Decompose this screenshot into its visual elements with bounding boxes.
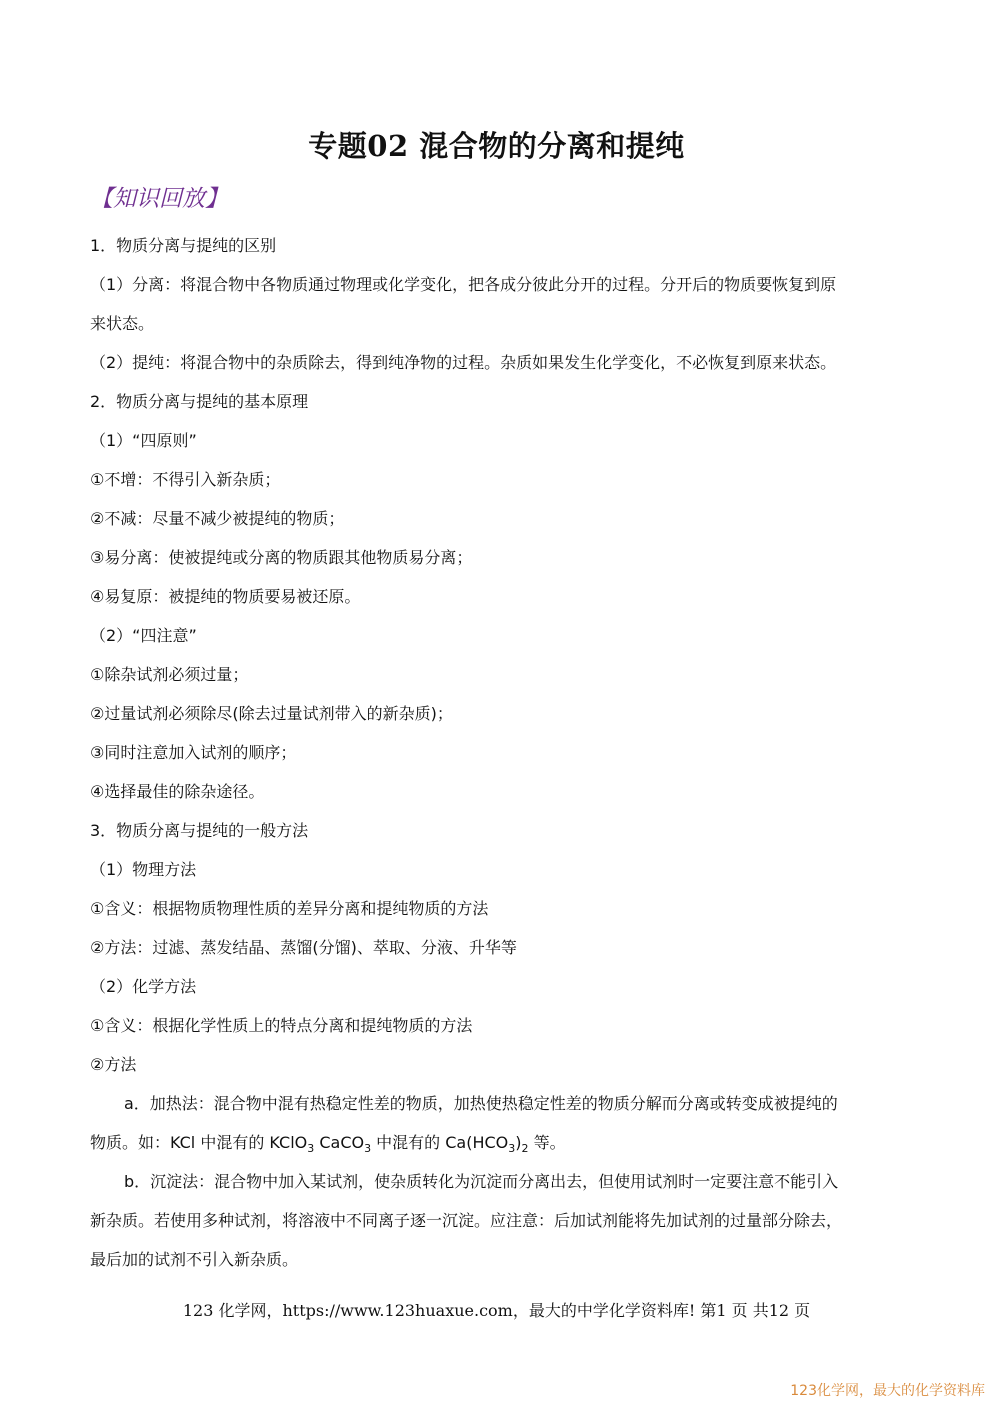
watermark: 123化学网，最大的化学资料库 [790,1383,985,1399]
text-run: 中混有的 Ca(HCO [371,1133,509,1152]
text-line: ①除杂试剂必须过量； [90,665,249,684]
page-title: 专题02 混合物的分离和提纯 [308,129,685,163]
text-line: b．沉淀法：混合物中加入某试剂，使杂质转化为沉淀而分离出去，但使用试剂时一定要注意不能引入 [124,1172,839,1191]
text-line: （2）“四注意” [90,626,197,645]
subscript: 3 [364,1142,372,1155]
text-line: 2．物质分离与提纯的基本原理 [90,392,309,411]
heating-example-line [90,1123,902,1162]
text-run: CaCO [314,1133,365,1152]
subscript: 2 [521,1142,529,1155]
text-line: 最后加的试剂不引入新杂质。 [90,1250,299,1269]
text-line: 来状态。 [90,314,155,333]
text-line: 新杂质。若使用多种试剂，将溶液中不同离子逐一沉淀。应注意：后加试剂能将先加试剂的过量部分除去， [90,1211,843,1230]
text-line: ①含义：根据物质物理性质的差异分离和提纯物质的方法 [90,899,489,918]
text-line: （2）化学方法 [90,977,197,996]
subscript: 3 [508,1142,516,1155]
subscript: 3 [307,1142,315,1155]
text-line: ①含义：根据化学性质上的特点分离和提纯物质的方法 [90,1016,473,1035]
text-line: （1）物理方法 [90,860,197,879]
page-footer: 123 化学网，https://www.123huaxue.com，最大的中学化学资料库! 第1 页 共12 页 [182,1301,811,1320]
text-line: ②过量试剂必须除尽(除去过量试剂带入的新杂质)； [90,704,453,723]
text-line: ①不增：不得引入新杂质； [90,470,281,489]
text-run: ) [515,1133,522,1152]
text-line: （2）提纯：将混合物中的杂质除去，得到纯净物的过程。杂质如果发生化学变化，不必恢复到原来状态。 [90,353,837,372]
text-line: （1）“四原则” [90,431,197,450]
text-line: 1．物质分离与提纯的区别 [90,236,277,255]
text-line: ③同时注意加入试剂的顺序； [90,743,297,762]
text-run: 等。 [528,1133,566,1152]
text-line: ②方法 [90,1055,137,1074]
section-heading: 【知识回放】 [90,186,228,212]
text-line: ②不减：尽量不减少被提纯的物质； [90,509,345,528]
text-line: （1）分离：将混合物中各物质通过物理或化学变化，把各成分彼此分开的过程。分开后的物质要恢复到原 [90,275,837,294]
document-body [90,226,902,1279]
text-line: ④易复原：被提纯的物质要易被还原。 [90,587,361,606]
text-line: ②方法：过滤、蒸发结晶、蒸馏(分馏)、萃取、分液、升华等 [90,938,517,957]
text-line: ④选择最佳的除杂途径。 [90,782,265,801]
text-line: 3．物质分离与提纯的一般方法 [90,821,309,840]
text-line: a．加热法：混合物中混有热稳定性差的物质，加热使热稳定性差的物质分解而分离或转变成被提纯的 [124,1094,838,1113]
text-run: 物质。如：KCl 中混有的 KClO [90,1133,308,1152]
text-line: ③易分离：使被提纯或分离的物质跟其他物质易分离； [90,548,473,567]
